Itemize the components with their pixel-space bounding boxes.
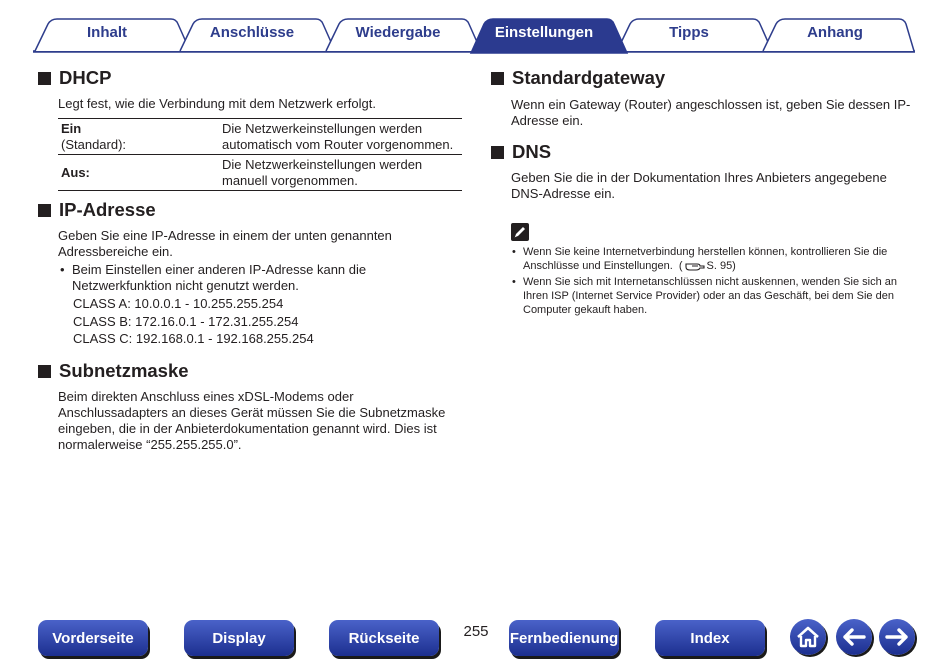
option-desc: automatisch vom Router vorgenommen. [222,136,454,152]
dns-heading [491,141,551,163]
heading-square-icon [38,204,51,217]
index-button[interactable]: Index [655,620,765,656]
ip-bullet: • Beim Einstellen einer anderen IP-Adresse kann die Netzwerkfunktion nicht genutzt werden. [60,262,367,293]
gateway-title: Standardgateway [512,67,666,88]
tab-anschluesse[interactable]: Anschlüsse [209,24,295,41]
dhcp-heading [38,67,111,89]
class-c: CLASS C: 192.168.0.1 - 192.168.255.254 [73,331,314,346]
heading-square-icon [491,72,504,85]
display-button[interactable]: Display [184,620,294,656]
ip-heading [38,199,156,221]
ip-title: IP-Adresse [59,199,156,220]
vorderseite-button[interactable]: Vorderseite [38,620,148,656]
class-b: CLASS B: 172.16.0.1 - 172.31.255.254 [73,313,299,329]
rueckseite-button[interactable]: Rückseite [329,620,439,656]
tab-anhang[interactable]: Anhang [807,24,863,41]
tab-tipps[interactable]: Tipps [669,24,709,41]
page-number: 255 [463,623,489,640]
home-button[interactable] [790,619,826,655]
class-a: CLASS A: 10.0.0.1 - 10.255.255.254 [73,296,284,311]
pencil-note-icon [511,223,529,241]
option-ein: Ein [61,121,82,136]
option-desc: Die Netzwerkeinstellungen werden [222,121,423,136]
arrow-left-icon [836,619,872,655]
option-desc: Die Netzwerkeinstellungen werden [222,157,423,172]
arrow-right-icon [879,619,915,655]
dhcp-intro: Legt fest, wie die Verbindung mit dem Netzwerk erfolgt. [58,96,376,111]
tab-bar [0,0,950,56]
tab-inhalt[interactable]: Inhalt [87,24,127,41]
heading-square-icon [38,72,51,85]
ip-intro: Geben Sie eine IP-Adresse in einem der unten genannten Adressbereiche ein. [58,228,392,259]
home-icon [790,619,826,655]
gateway-text: Wenn ein Gateway (Router) angeschlossen ist, geben Sie dessen IP- Adresse ein. [511,97,911,128]
fernbedienung-button[interactable]: Fernbedienung [509,620,619,656]
note-2: • Wenn Sie sich mit Internetanschlüssen nicht auskennen, wenden Sie sich an Ihren ISP (Internet Service Provider) oder an das Geschäft, bei dem Sie den Computer gekauft haben. [512,276,898,316]
table-row [58,119,462,154]
subnet-heading [38,360,189,382]
note-1: • Wenn Sie keine Internetverbindung herstellen können, kontrollieren Sie die Anschlüsse und Einstellungen. ( S. 95) [512,246,888,272]
tab-wiedergabe[interactable]: Wiedergabe [355,24,441,41]
dhcp-title: DHCP [59,67,112,88]
table-row [58,154,462,190]
subnet-title: Subnetzmaske [59,360,189,381]
dns-text: Geben Sie die in der Dokumentation Ihres Anbieters angegebene DNS-Adresse ein. [511,170,887,201]
heading-square-icon [38,365,51,378]
pointing-hand-icon[interactable] [685,261,705,271]
option-desc: manuell vorgenommen. [222,172,358,188]
dns-title: DNS [512,141,552,162]
option-standard: (Standard): [61,136,127,152]
back-button[interactable] [836,619,872,655]
gateway-heading [491,67,665,89]
subnet-text: Beim direkten Anschluss eines xDSL-Modems oder Anschlussadapters an dieses Gerät müssen Sie die Subnetzmaske eingeben, die in der Anbieterdokumentation genannt wird. Dies ist normalerweise “255.255.255.0”. [58,389,446,452]
ip-classes [73,295,314,348]
dhcp-table [58,118,462,191]
tab-einstellungen[interactable]: Einstellungen [494,24,594,41]
option-aus: Aus: [61,164,90,180]
forward-button[interactable] [879,619,915,655]
heading-square-icon [491,146,504,159]
page-reference-link[interactable]: S. 95) [706,260,736,272]
